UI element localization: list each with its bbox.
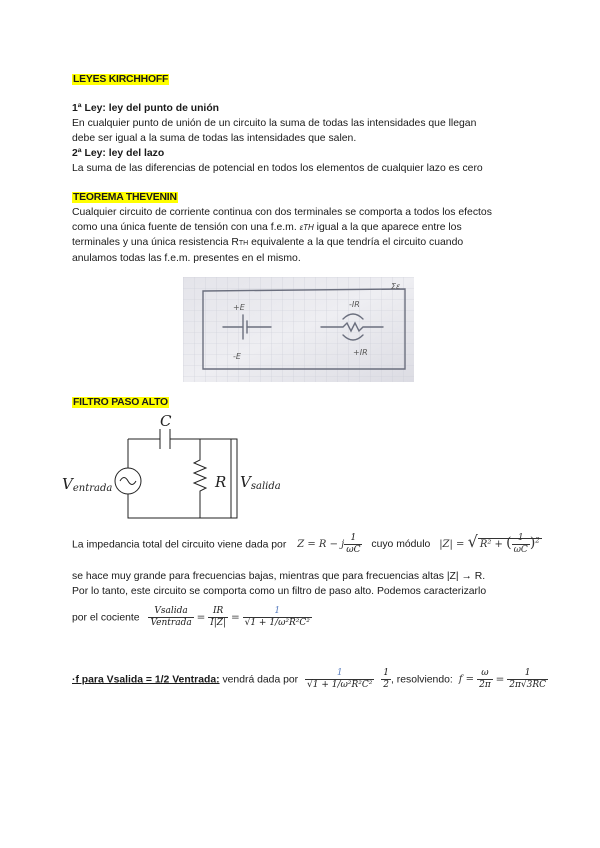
sqrt-fraction: $\frac{1}{\text{√1 + 1/ω²R²C²}}$ (244, 606, 310, 628)
result-fraction: $\frac{1}{2\pi√3RC}$ (509, 668, 547, 690)
law1-line1: En cualquier punto de unión de un circuito la suma de todas las intensidades que llegan (72, 118, 477, 129)
f-sqrt-fraction: $\frac{1}{\text{√1 + 1/ω²R²C²}}$ (307, 668, 373, 690)
cociente-text: por el cociente (72, 612, 140, 624)
sketch-corner: Σε (391, 282, 401, 291)
thevenin-line2: como una única fuente de tensión con una f.e.m. εTH igual a la que aparece entre los (72, 222, 462, 233)
thevenin-sketch-photo (183, 277, 414, 382)
resolviendo-text: , resolviendo: (390, 674, 453, 686)
thevenin-line3: terminales y una única resistencia RTH equivalente a la que tendría el circuito cuando (72, 237, 464, 248)
ratio-fraction: $\frac{\text{Vsalida}}{\text{Ventrada}}$ (150, 606, 192, 628)
thevenin-line4: anulamos todas las f.e.m. presentes en el mismo. (72, 253, 301, 264)
f-formula: f = (458, 674, 478, 686)
sketch-minus-e: -E (233, 352, 241, 361)
rth-subscript: TH (238, 240, 249, 247)
high-pass-circuit (60, 410, 300, 522)
cap-label: C (160, 412, 172, 430)
modulo-text: cuyo módulo (371, 539, 431, 551)
thevenin-body (72, 205, 492, 266)
law1-title: 1ª Ley: ley del punto de unión (72, 103, 220, 114)
thevenin-line1: Cualquier circuito de corriente continua con dos terminales se comporta a todos los efectos (72, 207, 492, 218)
vout-label: Vsalida (240, 473, 281, 492)
f-line: ·f para Vsalida = 1/2 Ventrada: vendrá dada por $\frac{1}{\text{√1 + 1/ω²R²C²}}$ $\frac{1}{2}$ , resolviendo: f = $\frac{\omega}{2\pi}$ = $\frac{1}{2\pi√3RC}$ (72, 668, 547, 690)
law2-title: 2ª Ley: ley del lazo (72, 148, 165, 159)
filtro-body (72, 569, 486, 599)
filtro-line-b: Por lo tanto, este circuito se comporta como un filtro de paso alto. Podemos caracterizarlo (72, 586, 487, 597)
filtro-title: FILTRO PASO ALTO (73, 397, 168, 408)
thevenin-title: TEOREMA THEVENIN (73, 192, 177, 203)
ir-fraction: $\frac{IR}{I|Z|}$ (210, 606, 227, 628)
filtro-line-a: se hace muy grande para frecuencias bajas, mientras que para frecuencias altas |Z| → R. (72, 571, 486, 582)
modulo-formula: |Z| = √ R² + ( $\frac{1}{\omega C}$ )$^2$ (439, 532, 540, 556)
kirchhoff-title: LEYES KIRCHHOFF (73, 74, 169, 85)
impedance-text: La impedancia total del circuito viene dada por (72, 539, 287, 551)
res-label: R (215, 473, 227, 491)
eth-symbol: εTH (299, 223, 314, 232)
impedance-fraction: $\frac{1}{\omega C}$ (346, 533, 361, 555)
omega-fraction: $\frac{\omega}{2\pi}$ (479, 668, 491, 690)
impedance-line (72, 533, 542, 556)
sketch-minus-ir: -IR (349, 300, 360, 309)
sketch-plus-e: +E (233, 303, 245, 312)
sketch-plus-ir: +IR (353, 348, 368, 357)
law1-line2: debe ser igual a la suma de todas las intensidades que salen. (72, 133, 357, 144)
kirchhoff-body (72, 101, 483, 176)
law2-text: La suma de las diferencias de potencial en todos los elementos de cualquier lazo es cero (72, 163, 483, 174)
f-label: ·f para Vsalida = 1/2 Ventrada: (72, 674, 220, 686)
f-text: vendrá dada por (219, 674, 299, 686)
impedance-formula: Z = R − j (297, 539, 345, 551)
filtro-title-block (72, 395, 169, 410)
thevenin-title-block (72, 190, 178, 205)
vin-label: Ventrada (62, 475, 113, 494)
kirchhoff-title-block (72, 72, 169, 87)
cociente-line: por el cociente $\frac{\text{Vsalida}}{\text{Ventrada}}$ = $\frac{IR}{I|Z|}$ = $\frac{1}{\text{√1 + 1/ω²R²C²}}$ (72, 606, 310, 628)
half-fraction: $\frac{1}{2}$ (383, 668, 389, 690)
